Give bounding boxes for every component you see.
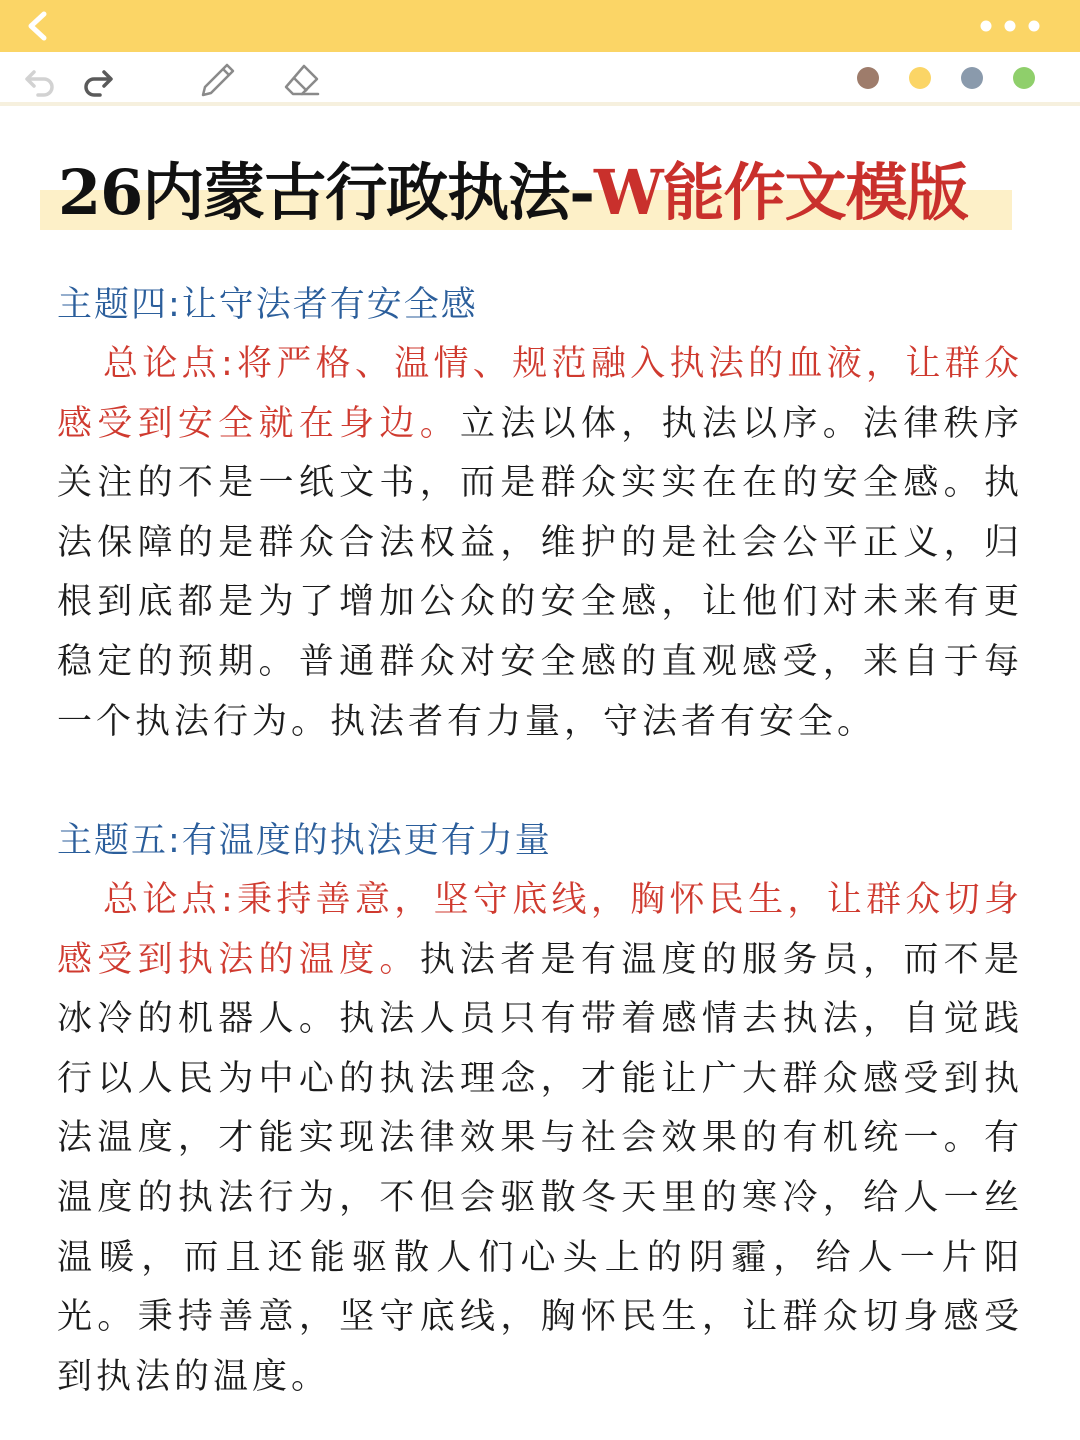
section-paragraph [57, 335, 1023, 752]
page-title-highlight: W能作文模版 [594, 156, 968, 229]
section-heading: 主题四:让守法者有安全感 [57, 285, 478, 325]
toolbar-divider [0, 102, 1080, 106]
paragraph-body: 执法者是有温度的服务员，而不是冰冷的机器人。执法人员只有带着感情去执法，自觉践行以人民为中心的执法理念，才能让广大群众感受到执法温度，才能实现法律效果与社会效果的有机统一。有温度的执法行为，不但会驱散冬天里的寒冷，给人一丝温暖，而且还能驱散人们心头上的阴霾，给人一片阳光。秉持善意，坚守底线，胸怀民生，让群众切身感受到执法的温度。 [57, 939, 1023, 1397]
key-point: 总论点:秉持善意，坚守底线，胸怀民生，让群众切身感受到执法的温度。 [57, 880, 1023, 980]
redo-icon[interactable] [78, 60, 118, 100]
color-swatch-green[interactable] [1013, 67, 1035, 89]
eraser-icon[interactable] [282, 60, 322, 100]
app-bar [0, 0, 1080, 52]
color-swatch-yellow[interactable] [909, 67, 931, 89]
more-horizontal-icon[interactable] [978, 14, 1042, 38]
paragraph-body: 立法以体，执法以序。法律秩序关注的不是一纸文书，而是群众实实在在的安全感。执法保障的是群众合法权益，维护的是社会公平正义，归根到底都是为了增加公众的安全感，让他们对未来有更稳定的预期。普通群众对安全感的直观感受，来自于每一个执法行为。执法者有力量，守法者有安全。 [57, 403, 1023, 742]
chevron-left-icon[interactable] [20, 8, 56, 44]
color-swatch-brown[interactable] [857, 67, 879, 89]
pencil-icon[interactable] [198, 60, 238, 100]
section-paragraph [57, 871, 1023, 1407]
page-title [58, 148, 1058, 238]
undo-icon[interactable] [20, 60, 60, 100]
color-swatch-gray[interactable] [961, 67, 983, 89]
page-title-main: 26内蒙古行政执法- [58, 156, 595, 229]
section-heading: 主题五:有温度的执法更有力量 [57, 821, 552, 861]
key-point: 总论点:将严格、温情、规范融入执法的血液，让群众感受到安全就在身边。 [57, 344, 1023, 444]
